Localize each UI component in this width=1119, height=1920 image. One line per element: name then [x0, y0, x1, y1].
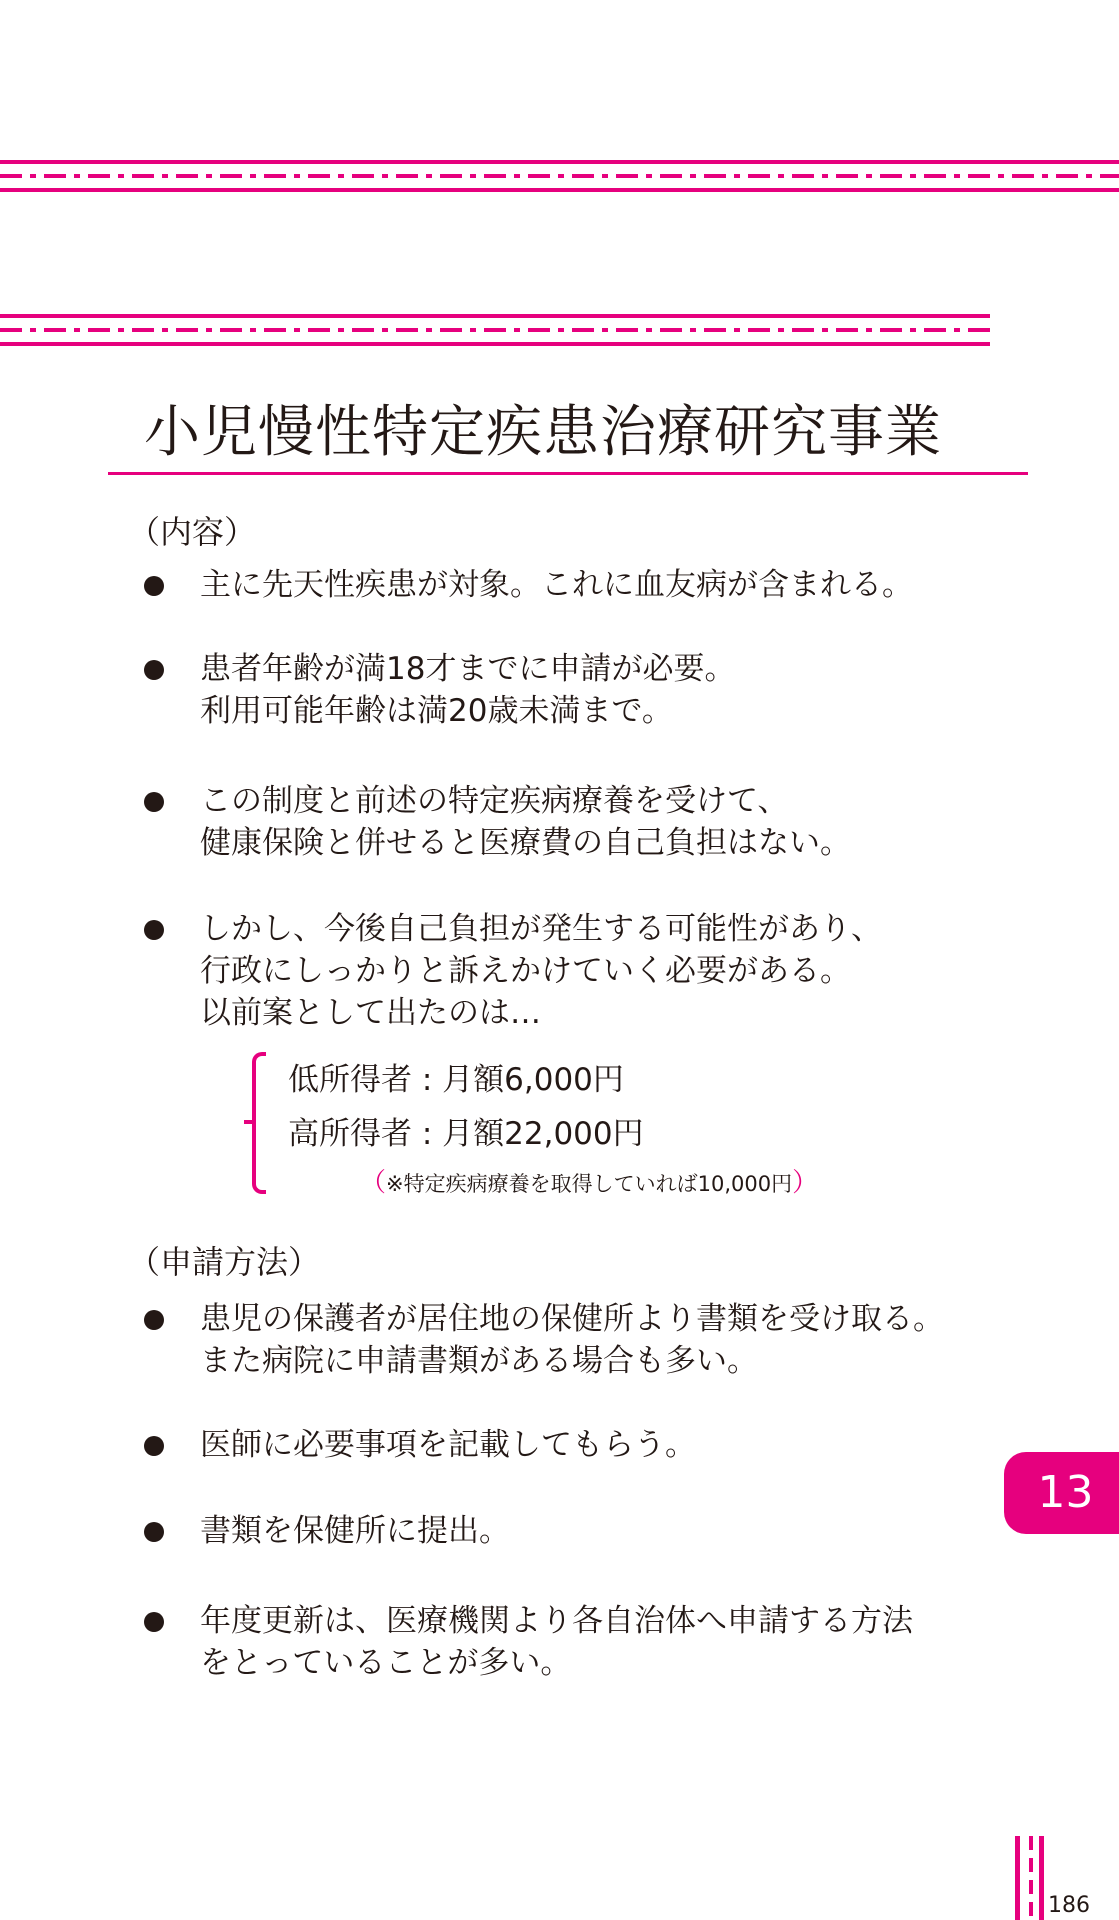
content-item-2-line-1: 患者年齢が満18才までに申請が必要。: [200, 651, 736, 687]
content-item-4-line-3: 以前案として出たのは…: [200, 995, 541, 1031]
bullet-icon: [144, 792, 164, 812]
chapter-tab[interactable]: 13: [1004, 1452, 1119, 1534]
title-underline: [108, 472, 1028, 475]
bullet-icon: [144, 920, 164, 940]
content-item-4: [200, 908, 882, 1034]
bullet-icon: [144, 1436, 164, 1456]
fee-high-income: 高所得者 : 月額22,000円: [288, 1116, 644, 1152]
content-item-2: [200, 648, 735, 732]
application-item-2: [200, 1424, 696, 1466]
content-item-3-line-2: 健康保険と併せると医療費の自己負担はない。: [200, 825, 851, 861]
fee-bracket-tip: [244, 1120, 254, 1124]
page-edge-rule: [1015, 1836, 1020, 1920]
bullet-icon: [144, 1522, 164, 1542]
content-item-3: [200, 780, 851, 864]
bullet-icon: [144, 1612, 164, 1632]
page-edge-dashed-rule: [1029, 1836, 1033, 1920]
bullet-icon: [144, 576, 164, 596]
application-item-4-line-2: をとっていることが多い。: [200, 1645, 572, 1681]
fee-note: [360, 1168, 818, 1199]
page-title: 小児慢性特定疾患治療研究事業: [144, 400, 942, 465]
application-section-heading: （申請方法）: [128, 1243, 321, 1281]
content-item-1: [200, 564, 913, 606]
top-decorative-band: [0, 160, 1119, 192]
application-item-4-line-1: 年度更新は、医療機関より各自治体へ申請する方法: [200, 1603, 913, 1639]
application-item-2-line-1: 医師に必要事項を記載してもらう。: [200, 1427, 696, 1463]
page-number: 186: [1048, 1893, 1090, 1918]
bullet-icon: [144, 1310, 164, 1330]
fee-low-income: 低所得者 : 月額6,000円: [288, 1062, 624, 1098]
fee-note-open-paren: （: [360, 1168, 387, 1198]
application-item-4: [200, 1600, 913, 1684]
content-section-heading: （内容）: [128, 513, 257, 551]
bullet-icon: [144, 660, 164, 680]
application-item-1-line-1: 患児の保護者が居住地の保健所より書類を受け取る。: [200, 1301, 944, 1337]
content-item-3-line-1: この制度と前述の特定疾病療養を受けて、: [200, 783, 789, 819]
application-item-1: [200, 1298, 944, 1382]
page-edge-rule: [1039, 1836, 1044, 1920]
fee-bracket: [252, 1052, 266, 1194]
content-item-2-line-2: 利用可能年齢は満20歳未満まで。: [200, 693, 673, 729]
header-decorative-band: [0, 314, 990, 346]
application-item-3: [200, 1510, 510, 1552]
fee-note-close-paren: ）: [792, 1168, 819, 1198]
fee-note-text: ※特定疾病療養を取得していれば10,000円: [386, 1172, 793, 1196]
content-item-1-line-1: 主に先天性疾患が対象。これに血友病が含まれる。: [200, 567, 913, 603]
application-item-3-line-1: 書類を保健所に提出。: [200, 1513, 510, 1549]
application-item-1-line-2: また病院に申請書類がある場合も多い。: [200, 1343, 758, 1379]
content-item-4-line-1: しかし、今後自己負担が発生する可能性があり、: [200, 911, 882, 947]
content-item-4-line-2: 行政にしっかりと訴えかけていく必要がある。: [200, 953, 851, 989]
